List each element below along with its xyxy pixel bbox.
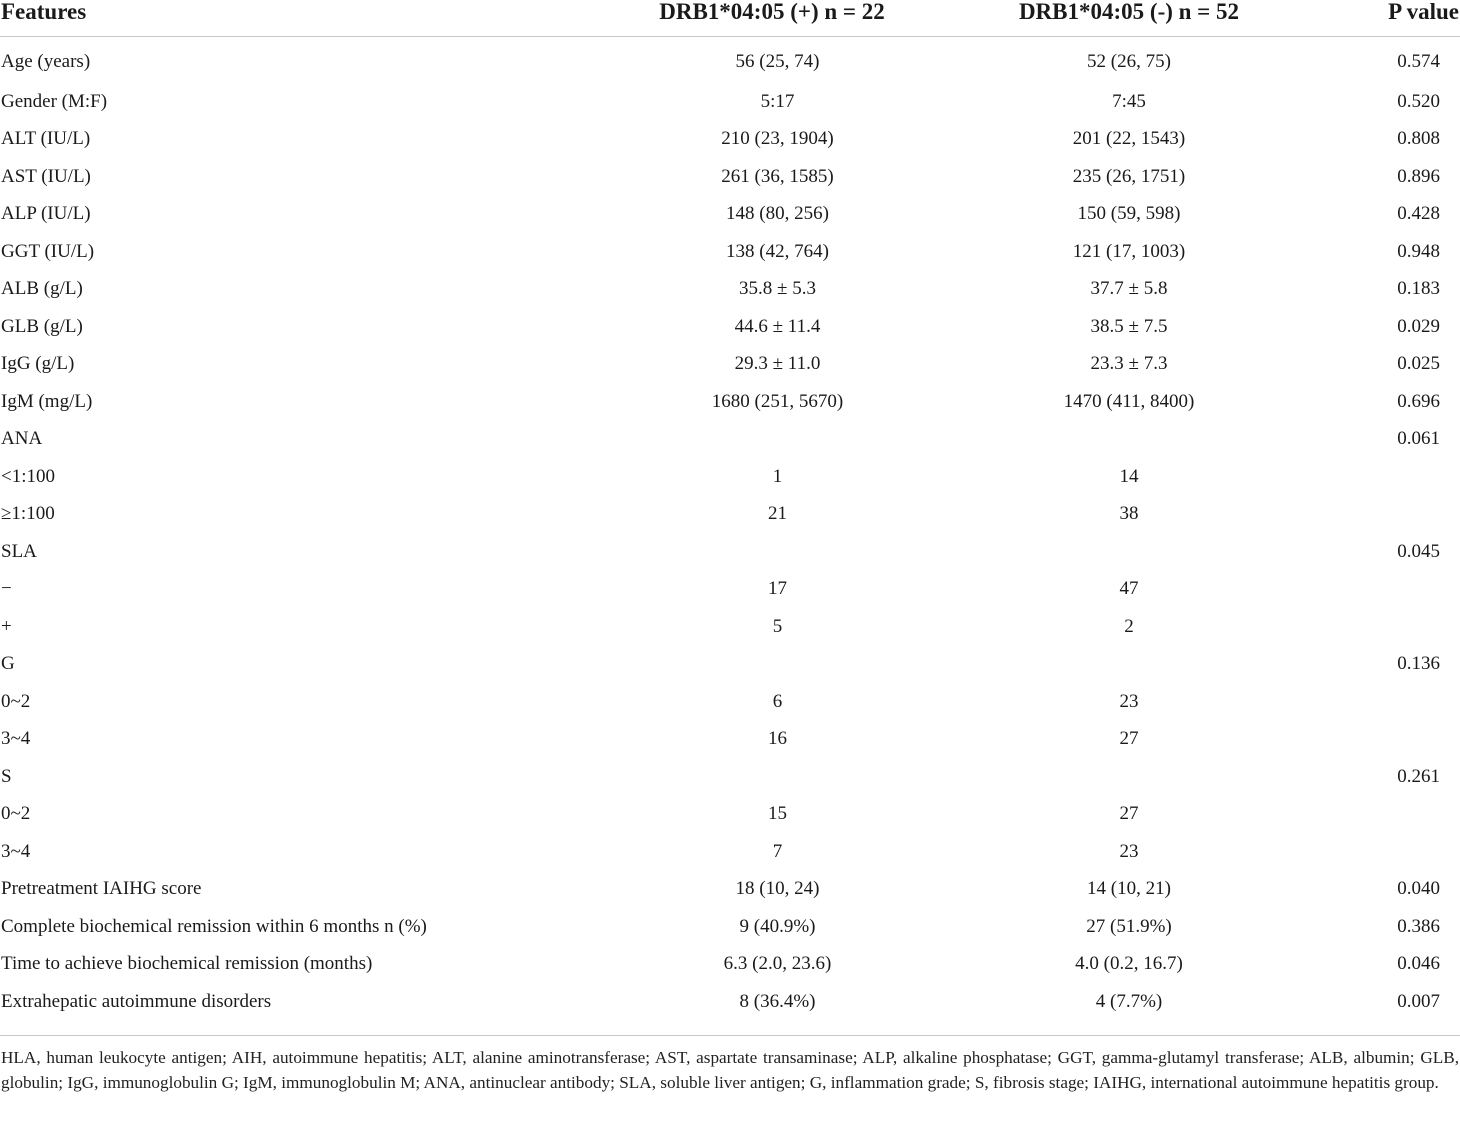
table-row <box>0 946 1460 984</box>
table-row <box>0 571 1460 609</box>
table-row <box>0 421 1460 459</box>
cell-negative-group: 38.5 ± 7.5 <box>1090 315 1168 337</box>
cell-positive-group: 44.6 ± 11.4 <box>734 315 821 337</box>
cell-negative-group: 1470 (411, 8400) <box>1063 390 1195 412</box>
cell-p-value: 0.574 <box>1397 51 1440 72</box>
cell-p-value: 0.183 <box>1397 278 1440 300</box>
cell-p-value <box>1310 683 1460 721</box>
cell-p-value: 0.029 <box>1397 315 1440 337</box>
cell-negative-group: 38 <box>1119 503 1139 525</box>
cell-feature: ALP (IU/L) <box>1 203 91 225</box>
cell-p-value <box>1310 571 1460 609</box>
cell-positive-group: 7 <box>772 840 783 862</box>
cell-feature: GGT (IU/L) <box>1 240 95 262</box>
cell-positive-group: 138 (42, 764) <box>726 240 829 262</box>
cell-negative-group: 14 <box>1119 465 1139 487</box>
header-negative-group: DRB1*04:05 (-) n = 52 <box>940 0 1310 37</box>
cell-p-value <box>1310 608 1460 646</box>
cell-positive-group: 1 <box>772 465 783 487</box>
cell-p-value: 0.136 <box>1397 653 1440 675</box>
cell-feature: Age (years) <box>1 51 91 72</box>
cell-positive-group: 5 <box>772 615 783 637</box>
cell-negative-group: 150 (59, 598) <box>1077 203 1181 225</box>
cell-positive-group: 15 <box>768 803 787 825</box>
cell-p-value: 0.386 <box>1397 915 1440 937</box>
header-features: Features <box>0 0 540 37</box>
cell-negative-group: 235 (26, 1751) <box>1072 165 1186 187</box>
cell-negative-group: 121 (17, 1003) <box>1072 240 1186 262</box>
cell-p-value <box>1310 496 1460 534</box>
table-row <box>0 308 1460 346</box>
cell-feature: SLA <box>1 540 37 562</box>
table-row <box>0 158 1460 196</box>
table-row <box>0 683 1460 721</box>
cell-p-value: 0.808 <box>1397 128 1440 150</box>
header-p-value: P value <box>1310 0 1460 37</box>
cell-negative-group <box>940 421 1310 459</box>
cell-feature: Time to achieve biochemical remission (months) <box>1 953 373 975</box>
cell-p-value: 0.045 <box>1397 540 1440 562</box>
cell-positive-group: 17 <box>768 578 787 600</box>
table-row <box>0 721 1460 759</box>
table-row <box>0 233 1460 271</box>
cell-feature: ≥1:100 <box>1 503 55 525</box>
cell-negative-group: 27 <box>1119 803 1139 825</box>
cell-feature: S <box>1 765 12 787</box>
cell-p-value: 0.428 <box>1397 203 1440 225</box>
cell-negative-group: 23 <box>1119 840 1139 862</box>
cell-negative-group: 4 (7.7%) <box>1095 990 1163 1012</box>
cell-feature: ALB (g/L) <box>1 278 83 300</box>
cell-feature: IgG (g/L) <box>1 353 75 375</box>
table-row <box>0 346 1460 384</box>
cell-p-value <box>1310 458 1460 496</box>
table-row <box>0 121 1460 159</box>
cell-positive-group: 1680 (251, 5670) <box>711 390 844 412</box>
cell-negative-group <box>940 533 1310 571</box>
cell-negative-group: 23 <box>1119 690 1139 712</box>
header-positive-group: DRB1*04:05 (+) n = 22 <box>540 0 940 37</box>
cell-negative-group <box>940 646 1310 684</box>
cell-positive-group <box>540 758 940 796</box>
table-row <box>0 271 1460 309</box>
cell-p-value: 0.025 <box>1397 353 1440 375</box>
cell-feature: Complete biochemical remission within 6 months n (%) <box>1 915 427 937</box>
cell-positive-group: 261 (36, 1585) <box>721 165 834 187</box>
table-row <box>0 871 1460 909</box>
cell-feature: 3~4 <box>1 728 31 750</box>
cell-negative-group: 37.7 ± 5.8 <box>1090 278 1168 300</box>
cell-p-value <box>1310 796 1460 834</box>
cell-negative-group <box>940 758 1310 796</box>
table-row <box>0 533 1460 571</box>
cell-positive-group: 6 <box>772 690 783 712</box>
table-row <box>0 458 1460 496</box>
table-row <box>0 196 1460 234</box>
cell-feature: ALT (IU/L) <box>1 128 91 150</box>
cell-positive-group: 5:17 <box>760 90 795 112</box>
cell-feature: + <box>1 615 12 637</box>
cell-feature: AST (IU/L) <box>1 165 91 187</box>
cell-positive-group: 29.3 ± 11.0 <box>734 353 821 375</box>
table-row <box>0 83 1460 121</box>
cell-feature: GLB (g/L) <box>1 315 83 337</box>
cell-positive-group: 21 <box>768 503 787 525</box>
cell-p-value: 0.040 <box>1397 878 1440 900</box>
cell-p-value <box>1310 721 1460 759</box>
cell-feature: 3~4 <box>1 840 31 862</box>
cell-feature: Extrahepatic autoimmune disorders <box>1 990 272 1012</box>
cell-p-value: 0.007 <box>1397 990 1440 1012</box>
cell-positive-group: 16 <box>768 728 787 750</box>
cell-p-value: 0.696 <box>1397 390 1440 412</box>
cell-negative-group: 201 (22, 1543) <box>1072 128 1186 150</box>
table-row <box>0 496 1460 534</box>
cell-feature: − <box>1 578 12 600</box>
table-row <box>0 796 1460 834</box>
cell-feature: 0~2 <box>1 690 31 712</box>
table-body <box>0 37 1460 1029</box>
cell-p-value: 0.520 <box>1397 90 1440 112</box>
cell-negative-group: 2 <box>1124 615 1134 637</box>
table-bottom-rule <box>0 1035 1460 1036</box>
cell-positive-group <box>540 421 940 459</box>
table-row <box>0 833 1460 871</box>
cell-feature: Gender (M:F) <box>1 90 108 112</box>
cell-p-value: 0.261 <box>1397 765 1440 787</box>
table-row <box>0 646 1460 684</box>
table-row <box>0 37 1460 84</box>
cell-p-value: 0.046 <box>1397 953 1440 975</box>
table-row <box>0 983 1460 1029</box>
cell-p-value <box>1310 833 1460 871</box>
cell-p-value: 0.061 <box>1397 428 1440 450</box>
cell-feature: Pretreatment IAIHG score <box>1 878 202 900</box>
cell-negative-group: 23.3 ± 7.3 <box>1090 353 1168 375</box>
cell-feature: G <box>1 653 15 675</box>
table-row <box>0 383 1460 421</box>
cell-positive-group: 9 (40.9%) <box>739 915 816 937</box>
cell-feature: 0~2 <box>1 803 31 825</box>
cell-negative-group: 7:45 <box>1112 90 1146 112</box>
cell-positive-group: 18 (10, 24) <box>735 878 820 900</box>
cell-feature: ANA <box>1 428 43 450</box>
cell-negative-group: 14 (10, 21) <box>1087 878 1171 900</box>
table-row <box>0 608 1460 646</box>
table-row <box>0 758 1460 796</box>
cell-p-value: 0.948 <box>1397 240 1440 262</box>
table-header-row <box>0 0 1460 37</box>
cell-positive-group: 6.3 (2.0, 23.6) <box>723 953 832 975</box>
cell-positive-group <box>540 646 940 684</box>
cell-feature: <1:100 <box>1 465 55 487</box>
cell-p-value: 0.896 <box>1397 165 1440 187</box>
cell-negative-group: 27 <box>1119 728 1139 750</box>
cell-negative-group: 27 (51.9%) <box>1086 915 1172 937</box>
cell-negative-group: 52 (26, 75) <box>1087 51 1171 72</box>
cell-negative-group: 47 <box>1119 578 1139 600</box>
cell-positive-group: 35.8 ± 5.3 <box>739 278 816 300</box>
cell-positive-group: 148 (80, 256) <box>726 203 829 225</box>
table-row <box>0 908 1460 946</box>
cell-negative-group: 4.0 (0.2, 16.7) <box>1075 953 1183 975</box>
table-footnote: HLA, human leukocyte antigen; AIH, autoimmune hepatitis; ALT, alanine aminotransferase; AST, aspartate transaminase; ALP, alkaline phosphatase; GGT, gamma-glutamyl transferase; ALB, albumin; GLB, globulin; IgG, immunoglobulin G; IgM, immunoglobulin M; ANA, antinuclear antibody; SLA, soluble liver antigen; G, inflammation grade; S, fibrosis stage; IAIHG, international autoimmune hepatitis group. <box>1 1048 1459 1092</box>
cell-positive-group: 8 (36.4%) <box>739 990 816 1012</box>
cell-positive-group: 210 (23, 1904) <box>721 128 834 150</box>
cell-feature: IgM (mg/L) <box>1 390 93 412</box>
cell-positive-group <box>540 533 940 571</box>
cell-positive-group: 56 (25, 74) <box>735 51 820 72</box>
